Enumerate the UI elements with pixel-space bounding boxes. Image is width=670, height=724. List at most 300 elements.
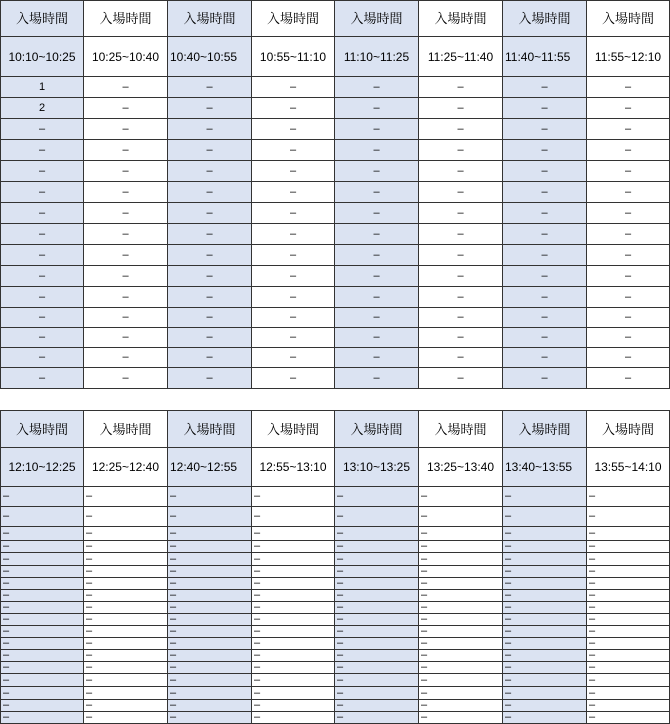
table-cell: – [0,687,84,700]
table-cell: – [587,527,670,541]
slot-number-cell: 2 [0,98,84,119]
time-slot-header: 12:40~12:55 [168,448,252,487]
table-cell: – [419,487,503,507]
table-row [0,638,670,650]
table-cell: – [252,590,335,602]
table-cell: – [0,507,84,527]
table-row [0,541,670,553]
table-cell: – [503,119,587,140]
table-cell: – [84,368,168,389]
table-cell: – [168,662,252,674]
table-cell: – [168,527,252,541]
table-cell: – [335,224,419,245]
table-cell: – [252,566,335,578]
table-cell: – [335,527,419,541]
table-cell: – [252,700,335,712]
table-row [0,662,670,674]
table-cell: – [587,348,670,368]
table-cell: – [419,245,503,266]
table-cell: – [168,638,252,650]
time-slot-header: 11:25~11:40 [419,37,503,77]
time-slot-header: 11:40~11:55 [503,37,587,77]
table-cell: – [168,590,252,602]
table-cell: – [587,566,670,578]
table-cell: – [335,507,419,527]
table-cell: – [419,140,503,161]
table-row [0,712,670,724]
table-cell: – [503,700,587,712]
table-cell: – [587,77,670,98]
table-cell: – [84,203,168,224]
table-cell: – [84,662,168,674]
table-cell: – [419,700,503,712]
table-cell: – [84,98,168,119]
table-cell: – [84,626,168,638]
table-cell: – [252,650,335,662]
table-cell: – [335,140,419,161]
table-cell: – [587,553,670,566]
table-cell: – [168,687,252,700]
table-cell: – [503,245,587,266]
table-cell: – [0,614,84,626]
table-cell: – [335,266,419,287]
table-cell: – [0,578,84,590]
table-cell: – [84,487,168,507]
slot-number-cell: – [0,140,84,161]
table-cell: – [587,224,670,245]
table-cell: – [252,507,335,527]
table-cell: – [252,602,335,614]
table-cell: – [503,614,587,626]
table-cell: – [503,161,587,182]
table-cell: – [84,650,168,662]
table-cell: – [168,578,252,590]
table-cell: – [335,308,419,328]
table-cell: – [252,98,335,119]
table-cell: – [0,638,84,650]
table-row [0,487,670,507]
entry-time-header: 入場時間 [0,0,84,37]
table-cell: – [168,674,252,687]
table-cell: – [84,700,168,712]
table-cell: – [587,541,670,553]
table-cell: – [335,687,419,700]
table-cell: – [84,578,168,590]
table-cell: – [335,602,419,614]
table-cell: – [587,590,670,602]
table-cell: – [419,182,503,203]
table-cell: – [587,712,670,724]
table-cell: – [252,266,335,287]
table-cell: – [84,266,168,287]
table-cell: – [168,308,252,328]
table-row [0,674,670,687]
table-cell: – [252,541,335,553]
table-cell: – [84,182,168,203]
time-slot-header: 11:55~12:10 [587,37,670,77]
table-cell: – [84,687,168,700]
table-cell: – [168,566,252,578]
time-slot-header: 10:10~10:25 [0,37,84,77]
table-cell: – [587,507,670,527]
table-row [0,203,670,224]
table-cell: – [0,626,84,638]
table-cell: – [587,266,670,287]
time-slot-header: 11:10~11:25 [335,37,419,77]
table-cell: – [335,662,419,674]
table-cell: – [587,161,670,182]
table-cell: – [252,662,335,674]
table-cell: – [587,140,670,161]
table-row [0,308,670,328]
table-cell: – [252,487,335,507]
table-cell: – [84,224,168,245]
table-cell: – [419,98,503,119]
entry-time-header: 入場時間 [503,0,587,37]
table-cell: – [419,650,503,662]
table-cell: – [503,674,587,687]
time-slot-header: 10:40~10:55 [168,37,252,77]
table-row [0,287,670,308]
table-cell: – [587,287,670,308]
header-row-entry-time [0,410,670,448]
table-cell: – [587,119,670,140]
table-cell: – [252,638,335,650]
table-cell: – [503,287,587,308]
table-row [0,602,670,614]
table-cell: – [0,487,84,507]
table-cell: – [503,541,587,553]
table-cell: – [168,266,252,287]
table-row [0,348,670,368]
table-cell: – [168,182,252,203]
table-cell: – [252,77,335,98]
entry-time-header: 入場時間 [252,410,335,448]
table-cell: – [419,224,503,245]
table-cell: – [419,712,503,724]
table-cell: – [335,566,419,578]
table-row [0,507,670,527]
table-cell: – [503,578,587,590]
table-cell: – [419,328,503,348]
table-cell: – [335,98,419,119]
table-cell: – [587,182,670,203]
table-cell: – [84,541,168,553]
table-cell: – [335,590,419,602]
table-cell: – [168,541,252,553]
table-cell: – [252,328,335,348]
entry-time-header: 入場時間 [587,0,670,37]
table-cell: – [503,182,587,203]
table-cell: – [168,203,252,224]
table-row [0,224,670,245]
table-cell: – [84,140,168,161]
table-cell: – [503,348,587,368]
table-cell: – [168,626,252,638]
table-cell: – [252,348,335,368]
table-cell: – [419,553,503,566]
table-cell: – [503,98,587,119]
table-cell: – [335,287,419,308]
table-cell: – [168,602,252,614]
table-cell: – [335,161,419,182]
slot-number-cell: – [0,308,84,328]
table-row [0,700,670,712]
table-cell: – [84,328,168,348]
table-cell: – [0,527,84,541]
table-cell: – [419,507,503,527]
table-cell: – [168,328,252,348]
table-cell: – [335,626,419,638]
slot-number-cell: – [0,287,84,308]
table-cell: – [587,578,670,590]
table-cell: – [419,674,503,687]
table-row [0,626,670,638]
header-row-time-slots [0,37,670,77]
table-cell: – [335,553,419,566]
table-cell: – [587,662,670,674]
entry-time-header: 入場時間 [0,410,84,448]
table-cell: – [419,578,503,590]
time-slot-header: 12:25~12:40 [84,448,168,487]
table-cell: – [503,553,587,566]
table-cell: – [419,119,503,140]
table-cell: – [168,287,252,308]
table-cell: – [84,712,168,724]
table-cell: – [84,287,168,308]
table-cell: – [503,368,587,389]
table-cell: – [503,77,587,98]
table-cell: – [252,712,335,724]
table-cell: – [168,650,252,662]
entry-time-header: 入場時間 [168,0,252,37]
table-cell: – [503,650,587,662]
table-cell: – [587,638,670,650]
table-cell: – [335,650,419,662]
table-cell: – [252,203,335,224]
table-cell: – [587,614,670,626]
table-cell: – [168,368,252,389]
table-cell: – [84,77,168,98]
table-cell: – [84,614,168,626]
table-cell: – [503,507,587,527]
entry-time-header: 入場時間 [419,410,503,448]
table-row [0,328,670,348]
table-cell: – [252,287,335,308]
table-cell: – [0,602,84,614]
slot-number-cell: – [0,203,84,224]
table-cell: – [419,161,503,182]
table-cell: – [419,266,503,287]
table-cell: – [335,119,419,140]
table-cell: – [419,527,503,541]
time-slot-header: 13:55~14:10 [587,448,670,487]
table-cell: – [335,578,419,590]
table-cell: – [587,368,670,389]
table-cell: – [168,348,252,368]
table-cell: – [168,119,252,140]
table-cell: – [503,487,587,507]
table-cell: – [0,712,84,724]
table-row [0,566,670,578]
table-cell: – [252,614,335,626]
table-cell: – [335,77,419,98]
table-cell: – [252,182,335,203]
table-cell: – [252,527,335,541]
time-slot-header: 13:40~13:55 [503,448,587,487]
table-cell: – [587,602,670,614]
entry-time-header: 入場時間 [503,410,587,448]
table-cell: – [335,328,419,348]
table-cell: – [0,553,84,566]
table-cell: – [503,224,587,245]
table-cell: – [0,674,84,687]
table-cell: – [503,626,587,638]
table-cell: – [84,245,168,266]
table-cell: – [419,638,503,650]
slot-number-cell: – [0,328,84,348]
table-cell: – [84,602,168,614]
table-cell: – [0,541,84,553]
table-cell: – [503,527,587,541]
slot-number-cell: – [0,245,84,266]
table-cell: – [84,553,168,566]
slot-number-cell: – [0,348,84,368]
table-cell: – [252,578,335,590]
table-cell: – [587,687,670,700]
table-cell: – [503,687,587,700]
table-cell: – [419,348,503,368]
entry-time-header: 入場時間 [587,410,670,448]
table-cell: – [503,602,587,614]
table-cell: – [587,98,670,119]
table-cell: – [0,650,84,662]
table-cell: – [503,328,587,348]
table-row [0,140,670,161]
table-cell: – [419,626,503,638]
table-cell: – [84,527,168,541]
table-row [0,98,670,119]
table-row [0,578,670,590]
table-cell: – [84,638,168,650]
table-cell: – [419,687,503,700]
table-row [0,182,670,203]
table-cell: – [252,674,335,687]
slot-number-cell: – [0,161,84,182]
slot-number-cell: 1 [0,77,84,98]
time-slot-header: 12:55~13:10 [252,448,335,487]
table-cell: – [84,161,168,182]
table-cell: – [587,700,670,712]
table-cell: – [252,308,335,328]
entry-time-header: 入場時間 [252,0,335,37]
table-cell: – [168,700,252,712]
table-cell: – [503,638,587,650]
table-cell: – [587,203,670,224]
table-cell: – [252,626,335,638]
table-cell: – [84,674,168,687]
table-cell: – [335,245,419,266]
table-cell: – [335,712,419,724]
table-cell: – [503,140,587,161]
entry-time-header: 入場時間 [84,410,168,448]
table-cell: – [168,712,252,724]
table-row [0,245,670,266]
table-cell: – [0,700,84,712]
table-row [0,77,670,98]
table-row [0,266,670,287]
table-cell: – [0,566,84,578]
table-cell: – [0,590,84,602]
table-cell: – [419,662,503,674]
slot-number-cell: – [0,368,84,389]
entry-time-header: 入場時間 [168,410,252,448]
time-slot-header: 13:10~13:25 [335,448,419,487]
table-cell: – [252,368,335,389]
table-cell: – [419,541,503,553]
table-row [0,614,670,626]
table-cell: – [252,119,335,140]
table-cell: – [335,487,419,507]
table-cell: – [168,245,252,266]
entry-time-header: 入場時間 [419,0,503,37]
entry-time-header: 入場時間 [335,0,419,37]
table-row [0,527,670,541]
table-cell: – [168,487,252,507]
table-cell: – [503,203,587,224]
table-row [0,590,670,602]
table-cell: – [419,614,503,626]
table-cell: – [503,662,587,674]
table-cell: – [503,590,587,602]
slot-number-cell: – [0,224,84,245]
time-slot-header: 10:25~10:40 [84,37,168,77]
time-slot-header: 12:10~12:25 [0,448,84,487]
table-cell: – [335,700,419,712]
table-cell: – [335,674,419,687]
table-cell: – [503,308,587,328]
table-row [0,553,670,566]
table-cell: – [503,266,587,287]
slot-number-cell: – [0,182,84,203]
table-cell: – [419,566,503,578]
table-cell: – [503,566,587,578]
table-cell: – [587,308,670,328]
table-cell: – [335,203,419,224]
table-cell: – [84,507,168,527]
header-row-time-slots [0,448,670,487]
table-cell: – [335,638,419,650]
table-cell: – [335,348,419,368]
table-row [0,119,670,140]
table-cell: – [419,602,503,614]
table-cell: – [84,566,168,578]
table-cell: – [84,590,168,602]
table-cell: – [168,507,252,527]
table-cell: – [587,245,670,266]
table-cell: – [84,348,168,368]
table-cell: – [419,368,503,389]
table-cell: – [419,308,503,328]
entry-time-header: 入場時間 [84,0,168,37]
table-row [0,650,670,662]
entry-time-header: 入場時間 [335,410,419,448]
time-slot-header: 10:55~11:10 [252,37,335,77]
table-cell: – [252,245,335,266]
table-cell: – [168,140,252,161]
slot-number-cell: – [0,266,84,287]
table-cell: – [587,650,670,662]
